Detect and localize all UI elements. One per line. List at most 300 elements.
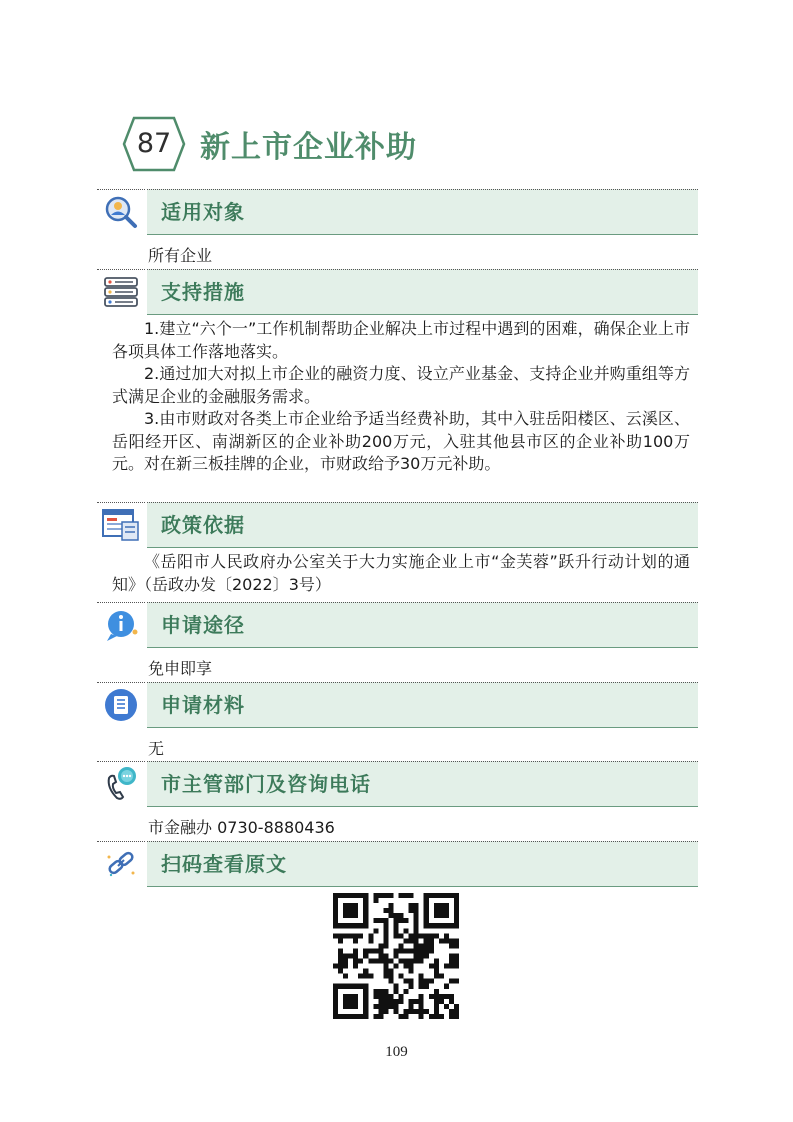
- qr-module: [429, 893, 434, 898]
- qr-module: [338, 953, 343, 958]
- qr-module: [343, 893, 348, 898]
- qr-module: [393, 989, 398, 994]
- qr-module: [399, 959, 404, 964]
- qr-module: [378, 999, 383, 1004]
- qr-module: [454, 938, 459, 943]
- qr-module: [424, 913, 429, 918]
- qr-module: [409, 893, 414, 898]
- qr-module: [388, 959, 393, 964]
- qr-module: [424, 979, 429, 984]
- qr-module: [363, 893, 368, 898]
- qr-module: [449, 938, 454, 943]
- section-heading: 适用对象: [161, 200, 245, 224]
- qr-module: [373, 898, 378, 903]
- qr-module: [388, 913, 393, 918]
- section-heading: 支持措施: [161, 280, 245, 304]
- document-icon: [97, 502, 145, 547]
- qr-module: [434, 964, 439, 969]
- qr-module: [333, 923, 338, 928]
- qr-module: [414, 928, 419, 933]
- qr-module: [393, 923, 398, 928]
- qr-module: [348, 893, 353, 898]
- qr-module: [393, 913, 398, 918]
- qr-module: [434, 974, 439, 979]
- qr-module: [424, 1009, 429, 1014]
- qr-module: [353, 1014, 358, 1019]
- qr-module: [444, 908, 449, 913]
- qr-module: [429, 964, 434, 969]
- qr-module: [343, 1014, 348, 1019]
- contact-content: 市金融办 0730-8880436: [148, 818, 335, 837]
- qr-module: [419, 1004, 424, 1009]
- qr-module: [338, 964, 343, 969]
- qr-module: [338, 923, 343, 928]
- qr-module: [353, 908, 358, 913]
- qr-module: [353, 1004, 358, 1009]
- qr-module: [454, 898, 459, 903]
- qr-module: [424, 933, 429, 938]
- qr-module: [358, 933, 363, 938]
- qr-module: [383, 908, 388, 913]
- page-number: 109: [385, 1044, 408, 1060]
- qr-module: [388, 979, 393, 984]
- qr-module: [353, 999, 358, 1004]
- qr-module: [363, 918, 368, 923]
- qr-module: [454, 964, 459, 969]
- qr-module: [373, 918, 378, 923]
- qr-module: [338, 893, 343, 898]
- materials-content: 无: [148, 739, 165, 758]
- qr-module: [434, 903, 439, 908]
- qr-module: [399, 994, 404, 999]
- qr-module: [404, 959, 409, 964]
- qr-module: [404, 1009, 409, 1014]
- qr-module: [378, 959, 383, 964]
- qr-module: [358, 923, 363, 928]
- qr-module: [449, 979, 454, 984]
- section-contact-header: [97, 761, 698, 805]
- measure-paragraph: 1.建立“六个一”工作机制帮助企业解决上市过程中遇到的困难，确保企业上市各项具体工作落地落实。: [112, 319, 690, 361]
- qr-module: [454, 923, 459, 928]
- qr-module: [409, 999, 414, 1004]
- qr-module: [358, 1014, 363, 1019]
- item-number: 87: [136, 128, 172, 159]
- qr-module: [363, 994, 368, 999]
- qr-module: [358, 984, 363, 989]
- page-title: 新上市企业补助: [200, 130, 417, 165]
- qr-module: [399, 918, 404, 923]
- qr-module: [449, 1009, 454, 1014]
- qr-module: [444, 1004, 449, 1009]
- qr-module: [343, 974, 348, 979]
- qr-module: [449, 923, 454, 928]
- qr-module: [454, 1014, 459, 1019]
- qr-module: [399, 943, 404, 948]
- qr-module: [373, 948, 378, 953]
- qr-module: [414, 923, 419, 928]
- qr-module: [333, 933, 338, 938]
- qr-module: [414, 903, 419, 908]
- qr-module: [439, 999, 444, 1004]
- qr-module: [348, 913, 353, 918]
- qr-module: [333, 964, 338, 969]
- qr-module: [373, 893, 378, 898]
- qr-module: [409, 933, 414, 938]
- qr-module: [409, 908, 414, 913]
- qr-module: [429, 943, 434, 948]
- qr-module: [404, 928, 409, 933]
- qr-module: [383, 938, 388, 943]
- qr-module: [358, 959, 363, 964]
- qr-module: [454, 943, 459, 948]
- qr-module: [353, 959, 358, 964]
- qr-module: [378, 948, 383, 953]
- qr-module: [343, 913, 348, 918]
- qr-module: [338, 933, 343, 938]
- section-materials-header: [97, 682, 698, 726]
- qr-module: [409, 984, 414, 989]
- qr-module: [439, 974, 444, 979]
- qr-module: [363, 948, 368, 953]
- qr-module: [333, 918, 338, 923]
- qr-module: [378, 1014, 383, 1019]
- qr-module: [343, 953, 348, 958]
- qr-module: [409, 1009, 414, 1014]
- qr-module: [414, 953, 419, 958]
- qr-module: [419, 948, 424, 953]
- qr-module: [378, 1004, 383, 1009]
- qr-module: [414, 908, 419, 913]
- qr-module: [419, 1014, 424, 1019]
- qr-module: [409, 964, 414, 969]
- qr-module: [414, 1009, 419, 1014]
- item-number-badge: [122, 116, 186, 172]
- qr-module: [444, 984, 449, 989]
- qr-module: [404, 893, 409, 898]
- qr-module: [343, 984, 348, 989]
- qr-module: [373, 1014, 378, 1019]
- qr-module: [388, 994, 393, 999]
- qr-module: [333, 989, 338, 994]
- qr-module: [338, 938, 343, 943]
- qr-module: [338, 984, 343, 989]
- qr-module: [404, 918, 409, 923]
- qr-module: [424, 903, 429, 908]
- qr-module: [424, 908, 429, 913]
- qr-module: [393, 948, 398, 953]
- qr-module: [388, 908, 393, 913]
- qr-module: [348, 933, 353, 938]
- qr-module: [343, 908, 348, 913]
- qr-module: [444, 893, 449, 898]
- section-heading: 扫码查看原文: [161, 852, 287, 876]
- qr-module: [454, 1009, 459, 1014]
- info-chat-icon: [97, 602, 145, 647]
- qr-module: [449, 1014, 454, 1019]
- qr-module: [419, 974, 424, 979]
- qr-module: [449, 943, 454, 948]
- qr-module: [353, 964, 358, 969]
- title-area: [122, 114, 417, 174]
- qr-module: [449, 893, 454, 898]
- qr-module: [348, 1014, 353, 1019]
- qr-module: [414, 913, 419, 918]
- qr-module: [378, 893, 383, 898]
- qr-module: [434, 1014, 439, 1019]
- qr-module: [454, 893, 459, 898]
- channel-content: 免申即享: [148, 659, 213, 678]
- qr-module: [393, 984, 398, 989]
- qr-module: [434, 923, 439, 928]
- qr-module: [363, 903, 368, 908]
- qr-module: [454, 959, 459, 964]
- qr-module: [409, 903, 414, 908]
- qr-module: [363, 969, 368, 974]
- qr-code[interactable]: [333, 893, 459, 1019]
- qr-module: [449, 994, 454, 999]
- qr-module: [429, 938, 434, 943]
- qr-module: [353, 953, 358, 958]
- qr-module: [424, 948, 429, 953]
- qr-module: [444, 933, 449, 938]
- qr-module: [348, 1004, 353, 1009]
- qr-module: [368, 974, 373, 979]
- qr-module: [404, 1014, 409, 1019]
- qr-module: [333, 898, 338, 903]
- qr-module: [373, 989, 378, 994]
- qr-module: [439, 923, 444, 928]
- qr-module: [444, 923, 449, 928]
- qr-module: [343, 964, 348, 969]
- qr-module: [419, 984, 424, 989]
- qr-module: [363, 989, 368, 994]
- qr-module: [343, 999, 348, 1004]
- qr-module: [383, 964, 388, 969]
- qr-module: [424, 898, 429, 903]
- qr-module: [383, 893, 388, 898]
- qr-module: [353, 938, 358, 943]
- qr-module: [353, 948, 358, 953]
- qr-module: [404, 948, 409, 953]
- qr-module: [393, 964, 398, 969]
- qr-module: [449, 953, 454, 958]
- qr-module: [424, 918, 429, 923]
- qr-module: [333, 1004, 338, 1009]
- qr-module: [383, 1004, 388, 1009]
- qr-module: [348, 999, 353, 1004]
- qr-module: [388, 974, 393, 979]
- qr-module: [363, 908, 368, 913]
- qr-module: [424, 893, 429, 898]
- qr-module: [449, 964, 454, 969]
- qr-module: [333, 908, 338, 913]
- qr-module: [429, 994, 434, 999]
- qr-module: [404, 979, 409, 984]
- qr-module: [378, 989, 383, 994]
- qr-module: [404, 964, 409, 969]
- qr-module: [353, 994, 358, 999]
- qr-module: [434, 908, 439, 913]
- section-heading: 申请材料: [161, 693, 245, 717]
- qr-module: [393, 1009, 398, 1014]
- qr-module: [434, 999, 439, 1004]
- qr-module: [333, 903, 338, 908]
- qr-module: [419, 979, 424, 984]
- qr-module: [388, 903, 393, 908]
- qr-module: [383, 923, 388, 928]
- qr-module: [454, 913, 459, 918]
- qr-module: [358, 893, 363, 898]
- qr-module: [439, 938, 444, 943]
- qr-module: [429, 948, 434, 953]
- qr-module: [439, 1014, 444, 1019]
- qr-module: [429, 1014, 434, 1019]
- qr-module: [383, 928, 388, 933]
- qr-module: [343, 959, 348, 964]
- qr-module: [419, 959, 424, 964]
- qr-module: [414, 933, 419, 938]
- qr-module: [388, 999, 393, 1004]
- qr-module: [343, 933, 348, 938]
- qr-module: [449, 959, 454, 964]
- qr-module: [348, 908, 353, 913]
- qr-module: [434, 969, 439, 974]
- section-target-header: [97, 189, 698, 233]
- section-channel-header: [97, 602, 698, 646]
- qr-module: [399, 1014, 404, 1019]
- qr-module: [404, 989, 409, 994]
- qr-module: [404, 938, 409, 943]
- qr-module: [424, 923, 429, 928]
- qr-module: [378, 994, 383, 999]
- qr-module: [383, 999, 388, 1004]
- qr-module: [454, 908, 459, 913]
- section-heading: 申请途径: [161, 613, 245, 637]
- qr-module: [333, 994, 338, 999]
- qr-module: [439, 893, 444, 898]
- section-heading: 市主管部门及咨询电话: [161, 772, 371, 796]
- qr-module: [348, 984, 353, 989]
- qr-module: [399, 974, 404, 979]
- qr-module: [388, 1004, 393, 1009]
- qr-module: [424, 943, 429, 948]
- qr-module: [338, 948, 343, 953]
- qr-module: [414, 918, 419, 923]
- qr-module: [333, 1009, 338, 1014]
- qr-module: [368, 959, 373, 964]
- qr-module: [419, 999, 424, 1004]
- qr-module: [353, 913, 358, 918]
- qr-module: [348, 923, 353, 928]
- qr-module: [399, 948, 404, 953]
- qr-module: [409, 979, 414, 984]
- qr-module: [434, 1004, 439, 1009]
- qr-module: [454, 979, 459, 984]
- qr-module: [348, 903, 353, 908]
- qr-module: [444, 938, 449, 943]
- basis-content: [112, 551, 690, 596]
- qr-module: [393, 933, 398, 938]
- qr-module: [383, 974, 388, 979]
- qr-module: [409, 969, 414, 974]
- qr-module: [393, 928, 398, 933]
- qr-module: [424, 984, 429, 989]
- qr-module: [348, 994, 353, 999]
- qr-module: [378, 943, 383, 948]
- qr-module: [444, 913, 449, 918]
- qr-module: [429, 933, 434, 938]
- qr-module: [393, 953, 398, 958]
- qr-module: [439, 913, 444, 918]
- qr-module: [363, 953, 368, 958]
- qr-module: [409, 1004, 414, 1009]
- qr-module: [439, 994, 444, 999]
- qr-module: [363, 1014, 368, 1019]
- qr-module: [338, 1014, 343, 1019]
- qr-module: [409, 959, 414, 964]
- qr-module: [434, 989, 439, 994]
- qr-module: [363, 913, 368, 918]
- qr-module: [414, 943, 419, 948]
- qr-module: [383, 943, 388, 948]
- qr-module: [363, 974, 368, 979]
- qr-module: [454, 918, 459, 923]
- qr-module: [378, 953, 383, 958]
- qr-module: [363, 984, 368, 989]
- qr-module: [383, 959, 388, 964]
- measure-paragraph: 2.通过加大对拟上市企业的融资力度、设立产业基金、支持企业并购重组等方式满足企业的金融服务需求。: [112, 364, 690, 406]
- qr-module: [343, 1004, 348, 1009]
- qr-module: [333, 913, 338, 918]
- qr-module: [338, 969, 343, 974]
- qr-module: [388, 893, 393, 898]
- qr-module: [353, 984, 358, 989]
- qr-module: [444, 994, 449, 999]
- qr-module: [363, 923, 368, 928]
- qr-module: [383, 989, 388, 994]
- qr-module: [363, 1004, 368, 1009]
- qr-module: [393, 918, 398, 923]
- qr-module: [399, 893, 404, 898]
- measures-content: [112, 318, 690, 476]
- qr-module: [414, 959, 419, 964]
- qr-module: [434, 933, 439, 938]
- qr-module: [368, 948, 373, 953]
- qr-module: [393, 999, 398, 1004]
- qr-module: [399, 999, 404, 1004]
- qr-module: [373, 928, 378, 933]
- qr-module: [454, 1004, 459, 1009]
- qr-module: [424, 953, 429, 958]
- qr-module: [444, 903, 449, 908]
- qr-module: [343, 923, 348, 928]
- qr-module: [414, 999, 419, 1004]
- qr-module: [353, 923, 358, 928]
- section-qr-header: [97, 841, 698, 885]
- qr-module: [434, 959, 439, 964]
- qr-module: [333, 999, 338, 1004]
- qr-module: [358, 974, 363, 979]
- qr-module: [419, 943, 424, 948]
- qr-module: [429, 923, 434, 928]
- qr-module: [383, 953, 388, 958]
- search-person-icon: [97, 189, 145, 234]
- qr-module: [439, 908, 444, 913]
- qr-module: [363, 1009, 368, 1014]
- qr-module: [353, 893, 358, 898]
- qr-module: [353, 933, 358, 938]
- qr-module: [414, 938, 419, 943]
